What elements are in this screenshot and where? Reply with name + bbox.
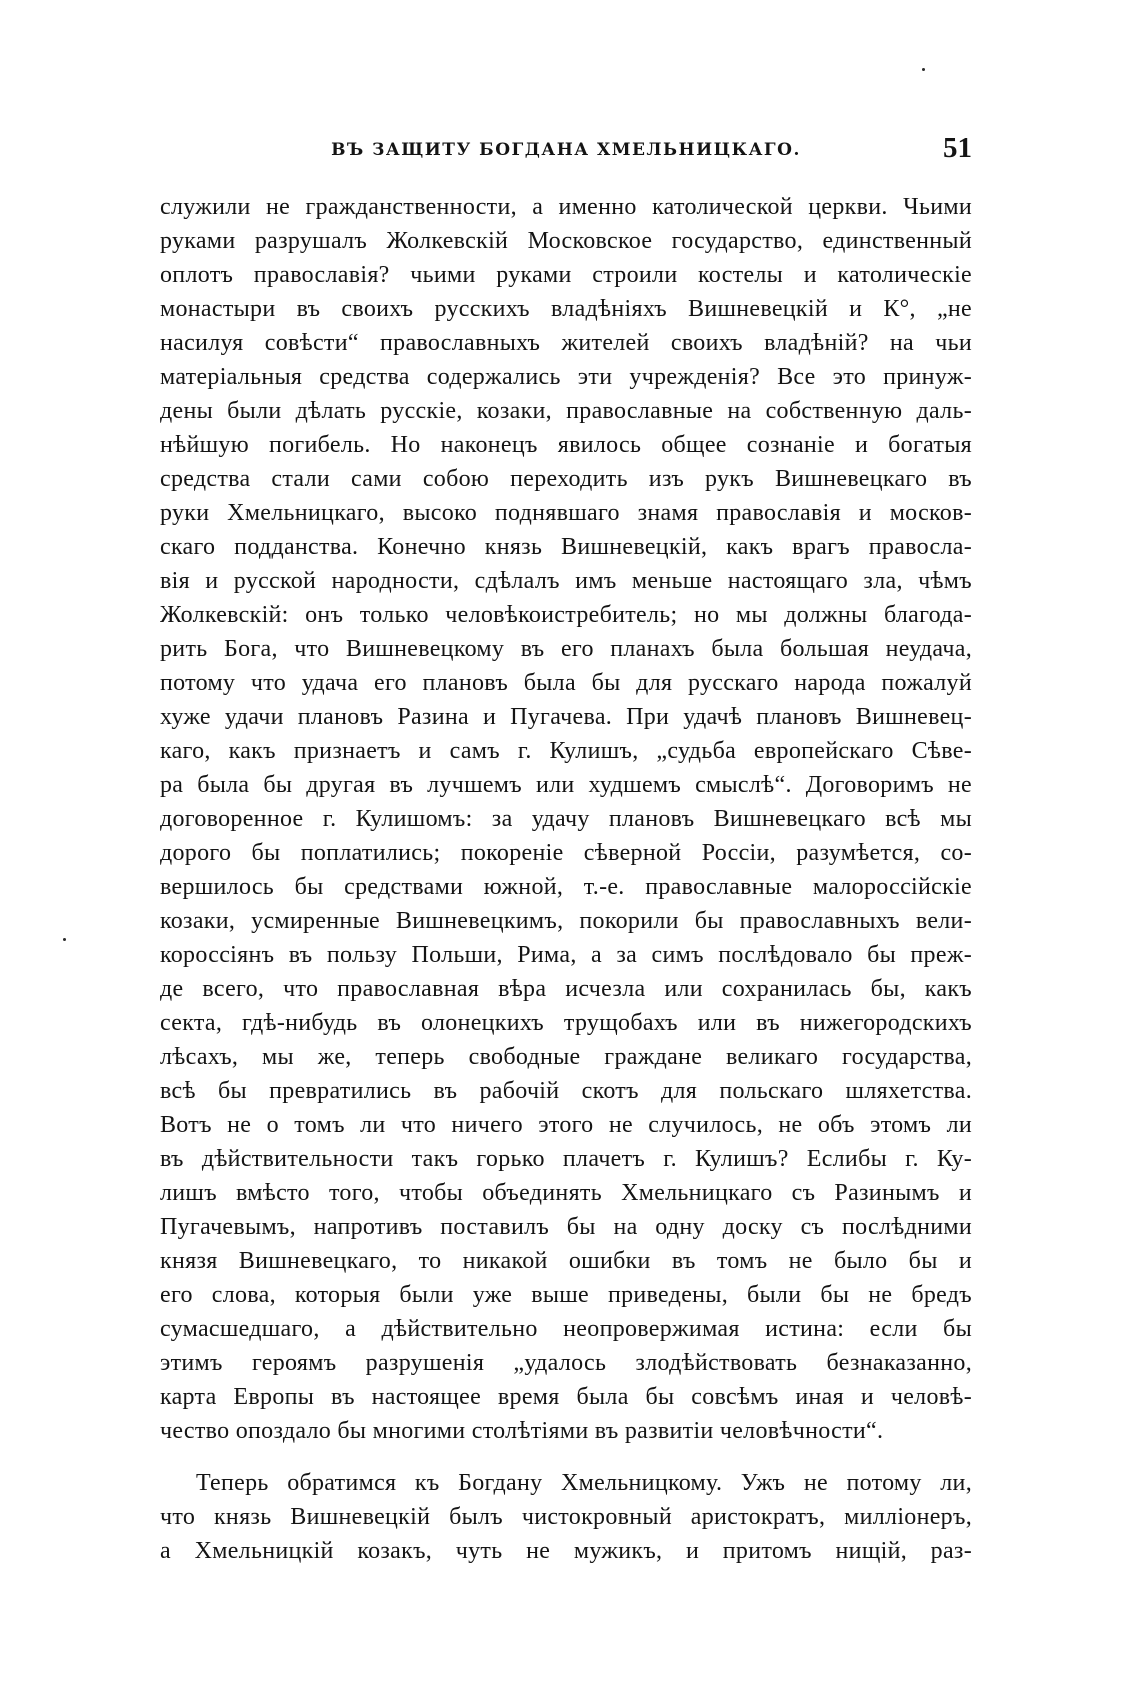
text-line: чество опоздало бы многими столѣтіями въ развитіи человѣчности“. xyxy=(160,1418,884,1444)
text-line: этимъ героямъ разрушенія „удалось злодѣйствовать безнаказанно, xyxy=(160,1350,972,1376)
text-line: руки Хмельницкаго, высоко поднявшаго знамя православія и москов- xyxy=(160,500,972,526)
text-line: дорого бы поплатились; покореніе сѣверной Россіи, разумѣется, со- xyxy=(160,840,972,866)
text-line: сумасшедшаго, а дѣйствительно неопровержимая истина: если бы xyxy=(160,1316,972,1342)
paragraph-1 xyxy=(160,190,972,1448)
text-line: его слова, которыя были уже выше приведены, были бы не бредъ xyxy=(160,1282,972,1308)
text-line: вія и русской народности, сдѣлалъ имъ меньше настоящаго зла, чѣмъ xyxy=(160,568,972,594)
text-line: Вотъ не о томъ ли что ничего этого не случилось, не объ этомъ ли xyxy=(160,1112,972,1138)
text-line: монастыри въ своихъ русскихъ владѣніяхъ Вишневецкій и К°, „не xyxy=(160,296,972,322)
text-line: Жолкевскій: онъ только человѣкоистребитель; но мы должны благода- xyxy=(160,602,972,628)
text-line: всѣ бы превратились въ рабочій скотъ для польскаго шляхетства. xyxy=(160,1078,972,1104)
text-line: скаго подданства. Конечно князь Вишневецкій, какъ врагъ правосла- xyxy=(160,534,972,560)
text-line: ра была бы другая въ лучшемъ или худшемъ смыслѣ“. Договоримъ не xyxy=(160,772,972,798)
text-line: Пугачевымъ, напротивъ поставилъ бы на одну доску съ послѣдними xyxy=(160,1214,972,1240)
text-line: де всего, что православная вѣра исчезла или сохранилась бы, какъ xyxy=(160,976,972,1002)
text-line: средства стали сами собою переходить изъ рукъ Вишневецкаго въ xyxy=(160,466,972,492)
text-line: секта, гдѣ-нибудь въ олонецкихъ трущобахъ или въ нижегородскихъ xyxy=(160,1010,972,1036)
text-line: козаки, усмиренные Вишневецкимъ, покорили бы православныхъ вели- xyxy=(160,908,972,934)
text-line: вершилось бы средствами южной, т.-е. православные малороссійскіе xyxy=(160,874,972,900)
text-line: дены были дѣлать русскіе, козаки, православные на собственную даль- xyxy=(160,398,972,424)
running-title: ВЪ ЗАЩИТУ БОГДАНА ХМЕЛЬНИЦКАГО. xyxy=(331,140,801,160)
text-line: князя Вишневецкаго, то никакой ошибки въ томъ не было бы и xyxy=(160,1248,972,1274)
text-line: служили не гражданственности, а именно католической церкви. Чьими xyxy=(160,194,972,220)
text-line: хуже удачи плановъ Разина и Пугачева. При удачѣ плановъ Вишневец- xyxy=(160,704,972,730)
text-line: Теперь обратимся къ Богдану Хмельницкому. Ужъ не потому ли, xyxy=(196,1470,972,1496)
text-line: потому что удача его плановъ была бы для русскаго народа пожалуй xyxy=(160,670,972,696)
text-line: лѣсахъ, мы же, теперь свободные граждане великаго государства, xyxy=(160,1044,972,1070)
scan-speck xyxy=(63,938,66,941)
text-line: матеріальныя средства содержались эти учрежденія? Все это принуж- xyxy=(160,364,972,390)
page-header xyxy=(160,132,972,172)
text-line: лишъ вмѣсто того, чтобы объединять Хмельницкаго съ Разинымъ и xyxy=(160,1180,972,1206)
text-line: насилуя совѣсти“ православныхъ жителей своихъ владѣній? на чьи xyxy=(160,330,972,356)
text-line: оплотъ православія? чьими руками строили костелы и католическіе xyxy=(160,262,972,288)
text-line: рить Бога, что Вишневецкому въ его планахъ была большая неудача, xyxy=(160,636,972,662)
text-line: карта Европы въ настоящее время была бы совсѣмъ иная и человѣ- xyxy=(160,1384,972,1410)
text-line: въ дѣйствительности такъ горько плачетъ г. Кулишъ? Еслибы г. Ку- xyxy=(160,1146,972,1172)
scan-speck xyxy=(922,68,925,71)
text-line: короссіянъ въ пользу Польши, Рима, а за симъ послѣдовало бы преж- xyxy=(160,942,972,968)
text-line: что князь Вишневецкій былъ чистокровный аристократъ, милліонеръ, xyxy=(160,1504,972,1530)
text-line: руками разрушалъ Жолкевскій Московское государство, единственный xyxy=(160,228,972,254)
text-line: договоренное г. Кулишомъ: за удачу плановъ Вишневецкаго всѣ мы xyxy=(160,806,972,832)
text-line: нѣйшую погибель. Но наконецъ явилось общее сознаніе и богатыя xyxy=(160,432,972,458)
page-number: 51 xyxy=(943,132,972,164)
body-text xyxy=(160,190,972,1568)
text-line: а Хмельницкій козакъ, чуть не мужикъ, и притомъ нищій, раз- xyxy=(160,1538,972,1564)
paragraph-2 xyxy=(160,1466,972,1568)
paragraph-gap xyxy=(160,1448,972,1466)
text-line: каго, какъ признаетъ и самъ г. Кулишъ, „судьба европейскаго Сѣве- xyxy=(160,738,972,764)
